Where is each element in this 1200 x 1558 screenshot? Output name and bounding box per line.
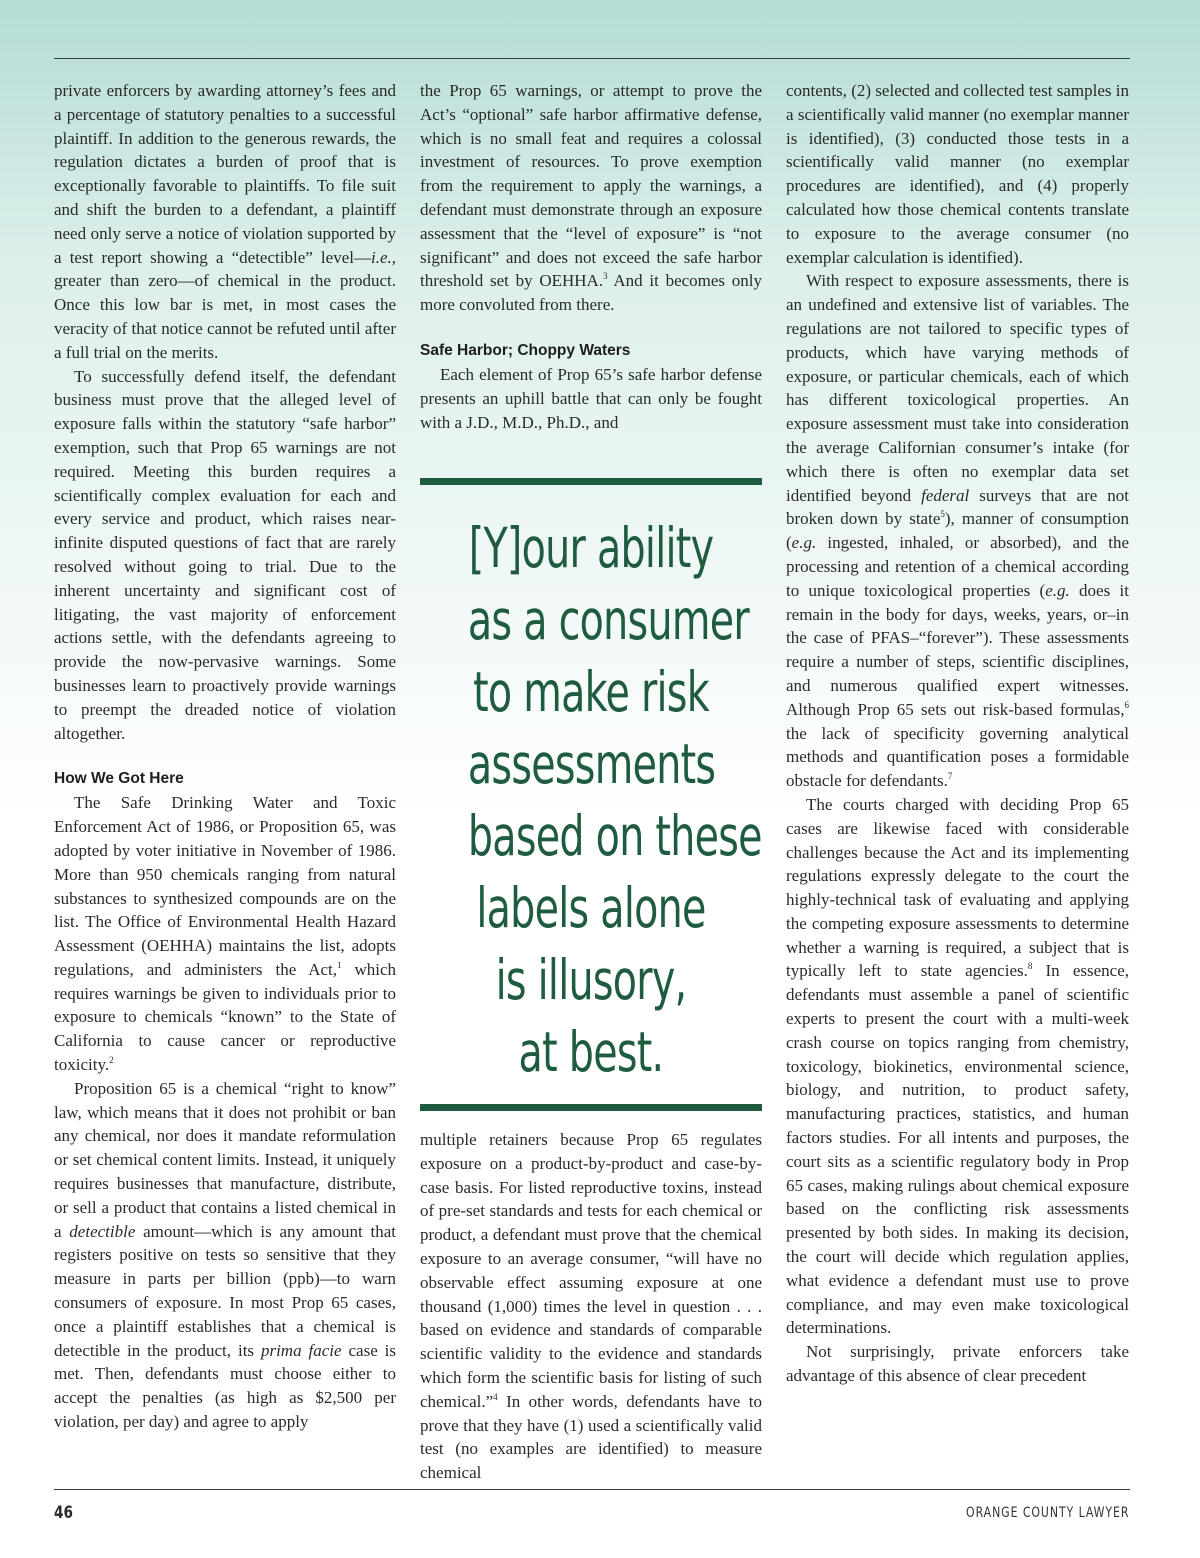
pullquote-bottom-rule bbox=[420, 1104, 762, 1111]
page-number: 46 bbox=[54, 1503, 73, 1523]
publication-name: ORANGE COUNTY LAWYER bbox=[965, 1505, 1129, 1521]
paragraph: Not surprisingly, private enforcers take advantage of this absence of clear precedent bbox=[786, 1342, 1129, 1386]
pullquote bbox=[420, 512, 762, 1088]
footnote-ref: 6 bbox=[1124, 699, 1129, 710]
top-rule bbox=[54, 58, 1130, 59]
bottom-rule bbox=[54, 1489, 1130, 1490]
footnote-ref: 7 bbox=[947, 771, 953, 782]
paragraph: To successfully defend itself, the defendant business must prove that the alleged level of exposure falls within the statutory “safe harbor” exemption, such that Prop 65 warnings are not required. Meeting this burden requires a scientifically complex evaluation for each and every service and product, which raises near-infinite disputed questions of fact that are rarely resolved without going to trial. Due to the inherent uncertainty and significant cost of litigating, the vast majority of enforcement actions settle, with the defendants agreeing to provide the now-pervasive warnings. Some businesses learn to proactively provide warnings to preempt the dreaded notice of violation altogether. bbox=[54, 366, 396, 743]
column-2-bottom bbox=[420, 1128, 762, 1485]
pullquote-line: as a consumer bbox=[467, 588, 749, 652]
paragraph: With respect to exposure assessments, there is an undefined and extensive list of variables. The regulations are not tailored to specific types of products, which have varying methods of exposure, or particular chemicals, each of which has different toxicological properties. An exposure assessment must take into consideration the average Californian consumer’s intake (for which there is often no exemplar data set identified beyond federal surveys that are not broken down by state$^5$), manner of consumption (e.g. ingested, inhaled, or absorbed), and the processing and retention of a chemical according to unique toxicological properties (e.g. does it remain in the body for days, weeks, years, or–in the case of PFAS–“forever”). These assessments require a number of steps, scientific disciplines, and numerous qualified expert witnesses. Although Prop 65 sets out risk-based formulas,$^6$ the lack of specificity governing analytical methods and quantification poses a formidable obstacle for defendants.$^7$ bbox=[786, 271, 1129, 791]
pullquote-line: assessments bbox=[467, 732, 716, 796]
pullquote-line: at best. bbox=[518, 1020, 664, 1084]
paragraph: The Safe Drinking Water and Toxic Enforcement Act of 1986, or Proposition 65, was adopted by voter initiative in November of 1986. More than 950 chemicals ranging from natural substances to synthesized compounds are on the list. The Office of Environmental Health Hazard Assessment (OEHHA) maintains the list, adopts regulations, and administers the Act,$^1$ which requires warnings be given to individuals prior to exposure to chemicals “known” to the State of California to cause cancer or reproductive toxicity.$^2$ bbox=[54, 793, 396, 1075]
footnote-ref: 4 bbox=[493, 1391, 498, 1402]
paragraph: multiple retainers because Prop 65 regulates exposure on a product-by-product and case-by-case basis. For listed reproductive toxins, instead of pre-set standards and tests for each chemical or product, a defendant must prove that the chemical exposure to an average consumer, “will have no observable effect assuming exposure at one thousand (1,000) times the level in question . . . based on evidence and standards of comparable scientific validity to the evidence and standards which form the scientific basis for listing of such chemical.”$^4$ In other words, defendants have to prove that they have (1) used a scientifically valid test (no examples are identified) to measure chemical bbox=[420, 1130, 762, 1483]
pullquote-line: to make risk bbox=[473, 660, 709, 724]
pullquote-line: based on these bbox=[467, 804, 762, 868]
footnote-ref: 2 bbox=[109, 1055, 114, 1066]
footnote-ref: 1 bbox=[337, 959, 342, 970]
footnote-ref: 5 bbox=[940, 509, 945, 520]
section-heading-safe-harbor: Safe Harbor; Choppy Waters bbox=[420, 341, 631, 359]
paragraph: Each element of Prop 65’s safe harbor defense presents an uphill battle that can only be fought with a J.D., M.D., Ph.D., and bbox=[420, 364, 762, 432]
pullquote-top-rule bbox=[420, 478, 762, 485]
paragraph: private enforcers by awarding attorney’s fees and a percentage of statutory penalties to a successful plaintiff. In addition to the generous rewards, the regulation dictates a burden of proof that is exceptionally favorable to plaintiffs. To file suit and shift the burden to a defendant, a plaintiff need only serve a notice of violation supported by a test report showing a “detectible” level—i.e., greater than zero—of chemical in the product. Once this low bar is met, in most cases the veracity of that notice cannot be refuted until after a full trial on the merits. bbox=[54, 81, 396, 362]
column-3 bbox=[786, 79, 1129, 1388]
pullquote-line: is illusory, bbox=[495, 948, 687, 1012]
pullquote-line: labels alone bbox=[476, 876, 706, 940]
paragraph: the Prop 65 warnings, or attempt to prove the Act’s “optional” safe harbor affirmative defense, which is no small feat and requires a colossal investment of resources. To prove exemption from the requirement to apply the warnings, a defendant must demonstrate through an exposure assessment that the “level of exposure” is “not significant” and does not exceed the safe harbor threshold set by OEHHA.$^3$ And it becomes only more convoluted from there. bbox=[420, 81, 762, 315]
column-1 bbox=[54, 79, 396, 1434]
paragraph: Proposition 65 is a chemical “right to know” law, which means that it does not prohibit or ban any chemical, nor does it mandate reformulation or set chemical content limits. Instead, it uniquely requires businesses that manufacture, distribute, or sell a product that contains a listed chemical in a detectible amount—which is any amount that registers positive on tests so sensitive that they measure in parts per billion (ppb)—to warn consumers of exposure. In most Prop 65 cases, once a plaintiff establishes that a chemical is detectible in the product, its prima facie case is met. Then, defendants must choose either to accept the penalties (as high as $2,500 per violation, per day) and agree to apply bbox=[54, 1078, 397, 1432]
footnote-ref: 3 bbox=[603, 271, 608, 282]
section-heading-how-we-got-here: How We Got Here bbox=[54, 770, 184, 788]
pullquote-line: [Y]our ability bbox=[468, 516, 714, 580]
footnote-ref: 8 bbox=[1027, 961, 1033, 972]
paragraph: The courts charged with deciding Prop 65 cases are likewise faced with considerable challenges because the Act and its implementing regulations expressly delegate to the court the highly-technical task of evaluating and applying the competing exposure assessments to determine whether a warning is required, a subject that is typically left to state agencies.$^8$ In essence, defendants must assemble a panel of scientific experts to present the court with a multi-week crash course on topics ranging from chemistry, toxicology, biokinetics, environmental science, biology, and nutrition, to product safety, manufacturing practices, statistics, and human factors studies. For all intents and purposes, the court sits as a scientific regulatory body in Prop 65 cases, making rulings about chemical exposure based on the conflicting risk assessments presented by both sides. In making its decision, the court will decide which regulation applies, what evidence a defendant must use to prove compliance, and may even make toxicological determinations. bbox=[786, 794, 1129, 1338]
paragraph: contents, (2) selected and collected test samples in a scientifically valid manner (no exemplar manner is identified), (3) conducted those tests in a scientifically valid manner (no exemplar procedures are identified), and (4) properly calculated how those chemical contents translate to exposure to the average consumer (no exemplar calculation is identified). bbox=[786, 81, 1129, 267]
column-2-top bbox=[420, 79, 762, 434]
